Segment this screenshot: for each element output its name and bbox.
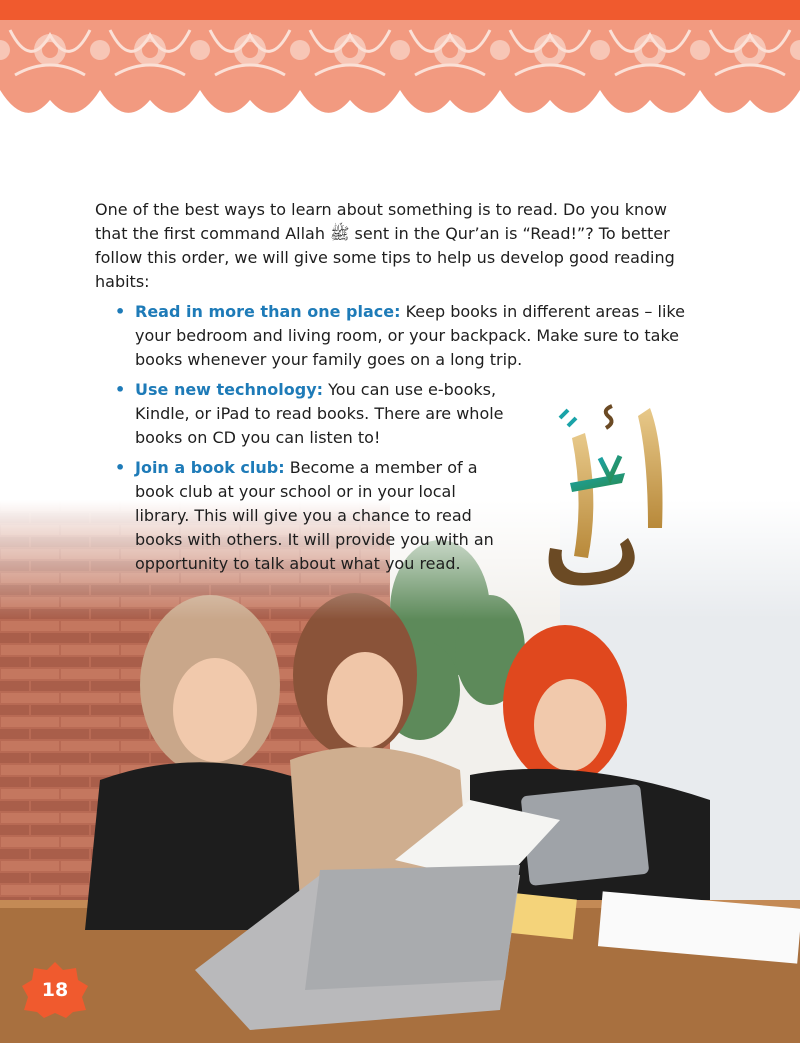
page-number: 18 [41,979,69,1001]
bullet-icon: • [115,458,126,477]
intro-paragraph: One of the best ways to learn about something is to read. Do you know that the first command Allah ﷺ sent in the Qur’an is “Read!”? To better follow this order, we will give some tips to help us develop good reading habits: [95,200,675,291]
iqra-calligraphy [530,388,690,598]
top-color-bar [0,0,800,20]
tip-text: You can use e-books, Kindle, or iPad to read books. There are whole books on CD you can listen to! [135,380,504,447]
bullet-icon: • [115,302,126,321]
tip-title: Read in more than one place: [135,302,401,321]
tip-item [115,300,685,372]
tip-item [115,456,515,576]
tip-text: Keep books in different areas – like your bedroom and living room, or your backpack. Make sure to take books whenever your family goes on a long trip. [135,302,685,369]
bullet-icon: • [115,380,126,399]
tip-title: Join a book club: [135,458,285,477]
tip-title: Use new technology: [135,380,324,399]
tip-text: Become a member of a book club at your school or in your local library. This will give you a chance to read books with others. It will provide you with an opportunity to talk about what you read. [135,458,494,573]
decorative-arabesque-border [0,20,800,130]
tip-item [115,378,515,450]
